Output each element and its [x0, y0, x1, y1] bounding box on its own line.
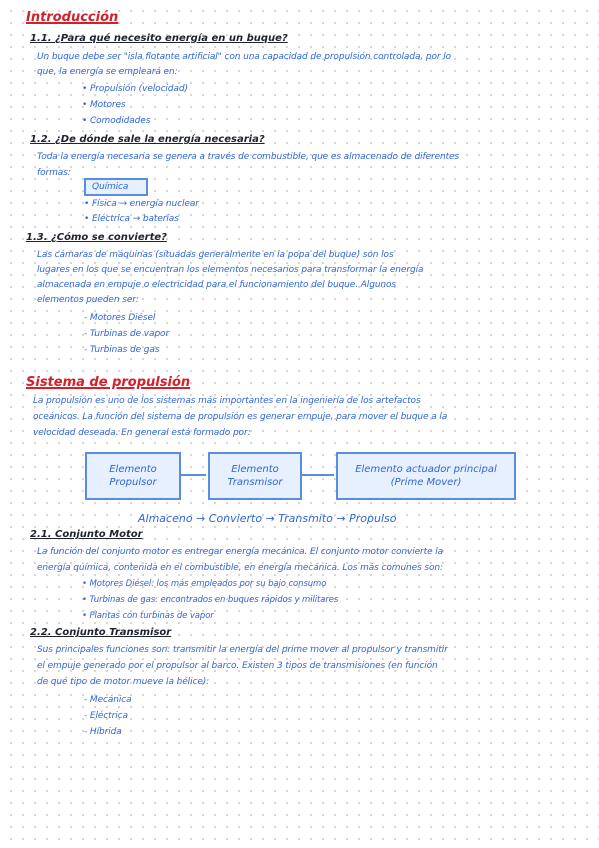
heading-2-1: 2.1. Conjunto Motor	[30, 529, 143, 540]
s22-line-1: Sus principales funciones son: transmitir la energía del prime mover al propulsor y transmitir	[37, 645, 448, 655]
s21-bullet-1: • Motores Diésel: los más empleados por su bajo consumo	[82, 579, 327, 589]
prop-line-3: velocidad deseada. En general está formado por:	[33, 428, 251, 438]
diagram-box-propulsor	[85, 452, 181, 500]
s13-item-3: - Turbinas de gas	[84, 345, 160, 355]
s13-line-4: elementos pueden ser:	[37, 295, 139, 305]
s21-bullet-3: • Plantas con turbinas de vapor	[82, 611, 214, 621]
s11-bullet-1: • Propulsión (velocidad)	[82, 84, 188, 94]
s11-line-1: Un buque debe ser "isla flotante artificial" con una capacidad de propulsión controlada, por lo	[37, 52, 452, 62]
heading-2-2: 2.2. Conjunto Transmisor	[30, 627, 172, 638]
flow-sequence: Almaceno → Convierto → Transmito → Propulso	[138, 512, 397, 525]
diagram-box-propulsor-label: Elemento Propulsor	[109, 464, 157, 488]
s22-item-1: - Mecánica	[84, 695, 132, 705]
diagram-box-prime-mover-label: Elemento actuador principal (Prime Mover)	[355, 464, 497, 488]
s13-item-2: - Turbinas de vapor	[84, 329, 170, 339]
s22-line-3: de qué tipo de motor mueve la hélice):	[37, 677, 210, 687]
s12-line-2: formas:	[37, 168, 71, 178]
s13-line-2: lugares en los que se encuentran los elementos necesarios para transformar la energía	[37, 265, 424, 275]
diagram-box-prime-mover	[336, 452, 516, 500]
section-title-introduccion: Introducción	[26, 10, 119, 25]
s11-bullet-2: • Motores	[82, 100, 126, 110]
s21-bullet-2: • Turbinas de gas: encontrados en buques rápidos y militares	[82, 595, 339, 605]
diagram-box-transmisor	[208, 452, 302, 500]
s11-bullet-3: • Comodidades	[82, 116, 151, 126]
s11-line-2: que, la energía se empleará en:	[37, 67, 178, 77]
connector-2	[302, 474, 334, 476]
s22-line-2: el empuje generado por el propulsor al barco. Existen 3 tipos de transmisiones (en función	[37, 661, 438, 671]
s12-bullet-1: • Física → energía nuclear	[84, 199, 199, 209]
heading-1-3: 1.3. ¿Cómo se convierte?	[26, 232, 167, 243]
heading-1-1: 1.1. ¿Para qué necesito energía en un buque?	[30, 33, 288, 44]
s22-item-2: - Eléctrica	[84, 711, 128, 721]
s13-line-3: almacenada en empuje o electricidad para el funcionamiento del buque. Algunos	[37, 280, 397, 290]
s22-item-3: - Híbrida	[84, 727, 122, 737]
s21-line-1: La función del conjunto motor es entregar energía mecánica. El conjunto motor convierte la	[37, 547, 444, 557]
s13-item-1: - Motores Diésel	[84, 313, 156, 323]
diagram-box-transmisor-label: Elemento Transmisor	[227, 464, 283, 488]
prop-line-1: La propulsión es uno de los sistemas más importantes en la ingeniería de los artefactos	[33, 396, 421, 406]
s12-bullet-2: • Eléctrica → baterías	[84, 214, 179, 224]
highlight-quimica	[84, 178, 148, 196]
section-title-sistema-propulsion: Sistema de propulsión	[26, 375, 191, 390]
s12-line-1: Toda la energía necesaria se genera a través de combustible, que es almacenado de diferentes	[37, 152, 460, 162]
heading-1-2: 1.2. ¿De dónde sale la energía necesaria?	[30, 134, 265, 145]
prop-line-2: oceánicos. La función del sistema de propulsión es generar empuje, para mover el buque a la	[33, 412, 448, 422]
highlight-quimica-text: Química	[92, 182, 129, 192]
s21-line-2: energía química, contenida en el combustible, en energía mecánica. Los más comunes son:	[37, 563, 443, 573]
connector-1	[181, 474, 206, 476]
s13-line-1: Las cámaras de máquinas (situadas generalmente en la popa del buque) son los	[37, 250, 394, 260]
